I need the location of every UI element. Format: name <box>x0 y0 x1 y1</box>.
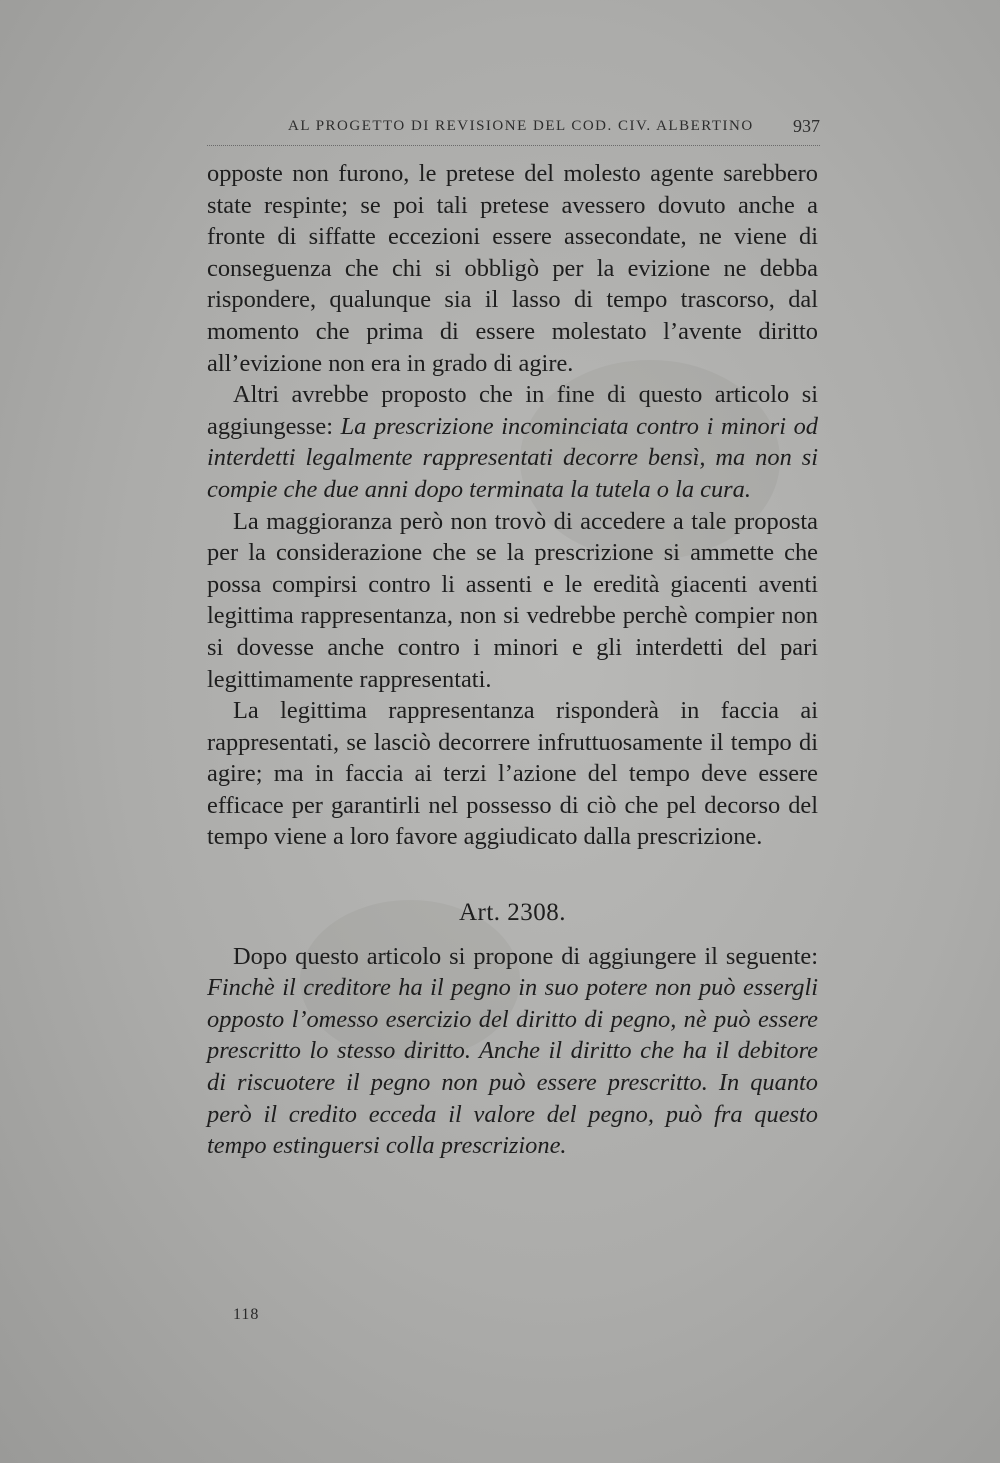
header-rule <box>207 145 820 146</box>
paragraph-proposal-intro: Altri avrebbe proposto che in fine di questo articolo si aggiungesse: <box>207 381 818 440</box>
paragraph-majority: La maggioranza però non trovò di accedere a tale proposta per la considerazione che se la prescrizione si ammette che possa compirsi contro li assenti e le eredità giacenti aventi legittima rappresentanza, non si vedrebbe perchè compier non si dovesse anche contro i minori e gli interdetti del pari legittimamente rappresentati. <box>207 507 818 693</box>
paragraph-article <box>207 941 818 1162</box>
paragraph-continuation: opposte non furono, le pretese del molesto agente sarebbero state respinte; se poi tali pretese avessero dovuto anche a fronte di siffatte eccezioni essere assecondate, ne viene di conseguenza che chi si obbligò per la evizione ne debba rispondere, qualunque sia il lasso di tempo trascorso, dal momento che prima di essere molestato l’avente diritto all’evizione non era in grado di agire. <box>207 160 818 377</box>
article-italic-text: Finchè il creditore ha il pegno in suo potere non può essergli opposto l’omesso esercizio del diritto di pegno, nè può essere prescritto lo stesso diritto. Anche il diritto che ha il debitore di riscuotere il pegno non può essere prescritto. In quanto però il credito ecceda il valore del pegno, può fra questo tempo estinguersi colla prescrizione. <box>207 974 818 1160</box>
proposal-italic-text: La prescrizione incominciata contro i minori od interdetti legalmente rappresentati decorre bensì, ma non si compie che due anni dopo terminata la tutela o la cura. <box>207 412 818 503</box>
paragraph-proposal <box>207 379 818 505</box>
article-heading: Art. 2308. <box>458 899 567 927</box>
printer-signature: 118 <box>233 1306 260 1323</box>
page-number: 937 <box>793 116 820 136</box>
page-body <box>207 158 818 1162</box>
paragraph-representation: La legittima rappresentanza risponderà in faccia ai rappresentati, se lasciò decorrere infruttuosamente il tempo di agire; ma in faccia ai terzi l’azione del tempo deve essere efficace per garantirli nel possesso di ciò che pel decorso del tempo viene a loro favore aggiudicato dalla prescrizione. <box>207 697 818 851</box>
running-header-title: AL PROGETTO DI REVISIONE DEL COD. CIV. ALBERTINO <box>288 118 754 134</box>
paragraph-article-intro: Dopo questo articolo si propone di aggiungere il seguente: <box>233 942 818 970</box>
